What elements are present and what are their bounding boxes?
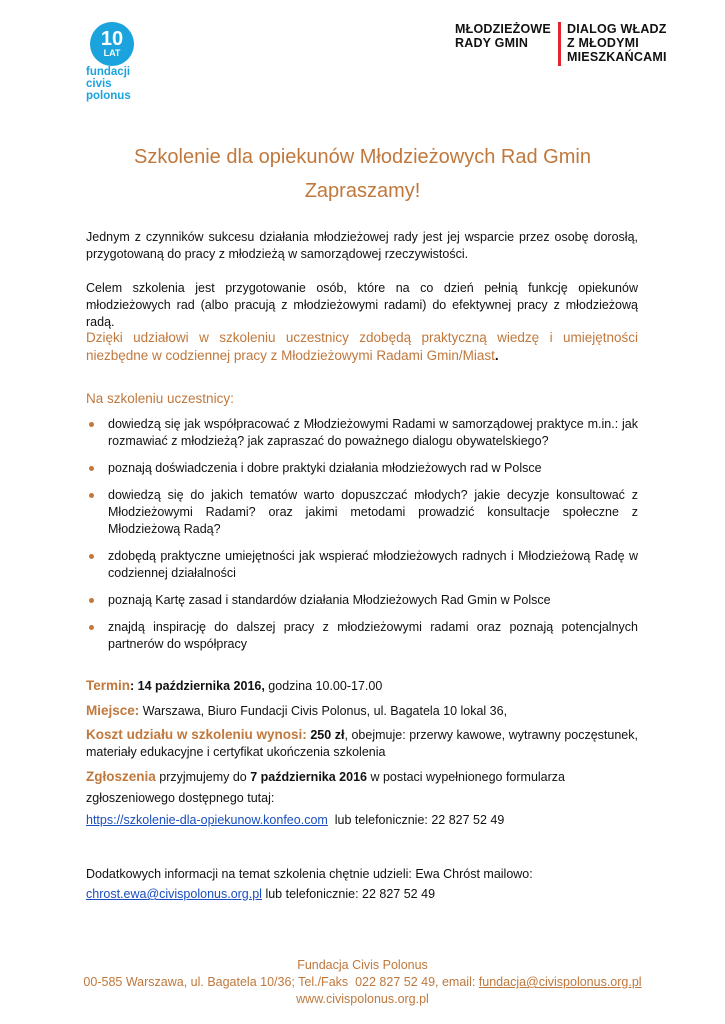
koszt-paragraph: [86, 726, 638, 761]
footer-website[interactable]: www.civispolonus.org.pl: [296, 992, 429, 1006]
highlight-end: .: [494, 348, 499, 363]
form-link-line: [86, 812, 638, 829]
logo-line: MIESZKAŃCAMI: [567, 50, 667, 64]
bullet-icon: [89, 466, 94, 471]
intro-paragraph: Celem szkolenia jest przygotowanie osób, które na co dzień pełnią funkcję opiekunów młodzieżowych rad (albo pracują z młodzieżowymi radami) do efektywnej pracy z młodzieżową radą.: [86, 281, 638, 329]
termin-label: Termin: [86, 678, 131, 693]
footer-email-link[interactable]: fundacja@civispolonus.org.pl: [478, 975, 642, 989]
zgloszenia-label: Zgłoszenia: [86, 769, 156, 784]
mrg-logo: [455, 22, 667, 66]
mrg-logo-right: [567, 22, 677, 64]
termin-date: 14 października 2016,: [134, 679, 265, 693]
list-item: [86, 592, 638, 609]
registration-form-link[interactable]: https://szkolenie-dla-opiekunow.konfeo.com: [86, 813, 328, 827]
logo-divider: [558, 22, 561, 66]
page-subtitle: Zapraszamy!: [304, 180, 421, 202]
list-item-text: poznają Kartę zasad i standardów działania Młodzieżowych Rad Gmin w Polsce: [108, 593, 551, 607]
contact-phone: lub telefonicznie: 22 827 52 49: [261, 887, 436, 901]
highlight-text: Dzięki udziałowi w szkoleniu uczestnicy zdobędą praktyczną wiedzę i umiejętności niezbędne w codziennej pracy z Młodzieżowymi Radami Gmin/Miast: [86, 330, 638, 363]
list-item-text: dowiedzą się do jakich tematów warto dopuszczać młodych? jakie decyzje konsultować z Młodzieżowymi Radami? oraz jakimi metodami prowadzić konsultacje społeczne z Młodzieżową Radą?: [108, 488, 638, 536]
miejsce-label: Miejsce:: [86, 703, 140, 718]
benefits-list: [86, 416, 638, 663]
list-item-text: znajdą inspirację do dalszej pracy z młodzieżowymi radami oraz poznają potencjalnych partnerów do współpracy: [108, 620, 638, 651]
termin-colon: :: [130, 679, 135, 693]
form-phone: lub telefonicznie: 22 827 52 49: [327, 813, 505, 827]
logo-line: Z MŁODYMI: [567, 36, 639, 50]
footer-address: [0, 974, 725, 991]
bullet-icon: [89, 554, 94, 559]
zgloszenia-text: w postaci wypełnionego formularza zgłoszeniowego dostępnego tutaj:: [86, 770, 566, 805]
koszt-amount: 250 zł: [306, 728, 345, 742]
zgloszenia-text: przyjmujemy do: [155, 770, 251, 784]
footer-org: Fundacja Civis Polonus: [297, 958, 428, 972]
contact-paragraph: [86, 864, 638, 904]
civis-polonus-logo: [86, 22, 156, 102]
list-item: [86, 619, 638, 653]
intro-paragraph: Jednym z czynników sukcesu działania młodzieżowej rady jest jej wsparcie przez osobę dorosłą, przygotowaną do pracy z młodzieżą w samorządowej rzeczywistości.: [86, 230, 638, 261]
logo-line: MŁODZIEŻOWE: [455, 22, 551, 36]
contact-email-link[interactable]: chrost.ewa@civispolonus.org.pl: [86, 887, 262, 901]
bullet-icon: [89, 493, 94, 498]
logo-word: polonus: [86, 90, 131, 102]
logo-line: RADY GMIN: [455, 36, 529, 50]
list-item-text: poznają doświadczenia i dobre praktyki działania młodzieżowych rad w Polsce: [108, 461, 542, 475]
list-item: [86, 416, 638, 450]
termin-line: [86, 677, 638, 695]
mrg-logo-left: [455, 22, 553, 50]
bullet-icon: [89, 625, 94, 630]
koszt-label: Koszt udziału w szkoleniu wynosi:: [86, 727, 307, 742]
highlight-paragraph: [86, 329, 638, 365]
miejsce-line: [86, 702, 638, 720]
zgloszenia-date: 7 października 2016: [250, 770, 367, 784]
logo-word: fundacji: [86, 66, 131, 78]
contact-text: Dodatkowych informacji na temat szkolenia chętnie udzieli: Ewa Chróst mailowo:: [86, 867, 533, 881]
badge-label: LAT: [103, 48, 121, 58]
logo-word: civis: [86, 78, 112, 90]
list-item: [86, 460, 638, 477]
bullet-icon: [89, 598, 94, 603]
page-title: Szkolenie dla opiekunów Młodzieżowych Rad Gmin: [134, 146, 591, 168]
list-item-text: zdobędą praktyczne umiejętności jak wspierać młodzieżowych radnych i Młodzieżową Radę w codziennej działalności: [108, 549, 638, 580]
miejsce-text: Warszawa, Biuro Fundacji Civis Polonus, ul. Bagatela 10 lokal 36,: [139, 704, 508, 718]
list-item: [86, 548, 638, 582]
bullet-icon: [89, 422, 94, 427]
list-item: [86, 487, 638, 538]
anniversary-badge: [90, 22, 134, 66]
koszt-text: , obejmuje: przerwy kawowe, wytrawny poczęstunek, materiały edukacyjne i certyfikat ukończenia szkolenia: [86, 728, 638, 759]
termin-time: godzina 10.00-17.00: [264, 679, 383, 693]
badge-number: 10: [100, 28, 124, 50]
footer-address-text: 00-585 Warszawa, ul. Bagatela 10/36; Tel./Faks 022 827 52 49, email:: [83, 975, 479, 989]
logo-line: DIALOG WŁADZ: [567, 22, 667, 36]
list-item-text: dowiedzą się jak współpracować z Młodzieżowymi Radami w samorządowej praktyce m.in.: jak rozmawiać z młodzieżą? jak zapraszać do poważnego dialogu obywatelskiego?: [108, 417, 638, 448]
list-heading: Na szkoleniu uczestnicy:: [86, 391, 234, 406]
zgloszenia-paragraph: [86, 766, 638, 809]
